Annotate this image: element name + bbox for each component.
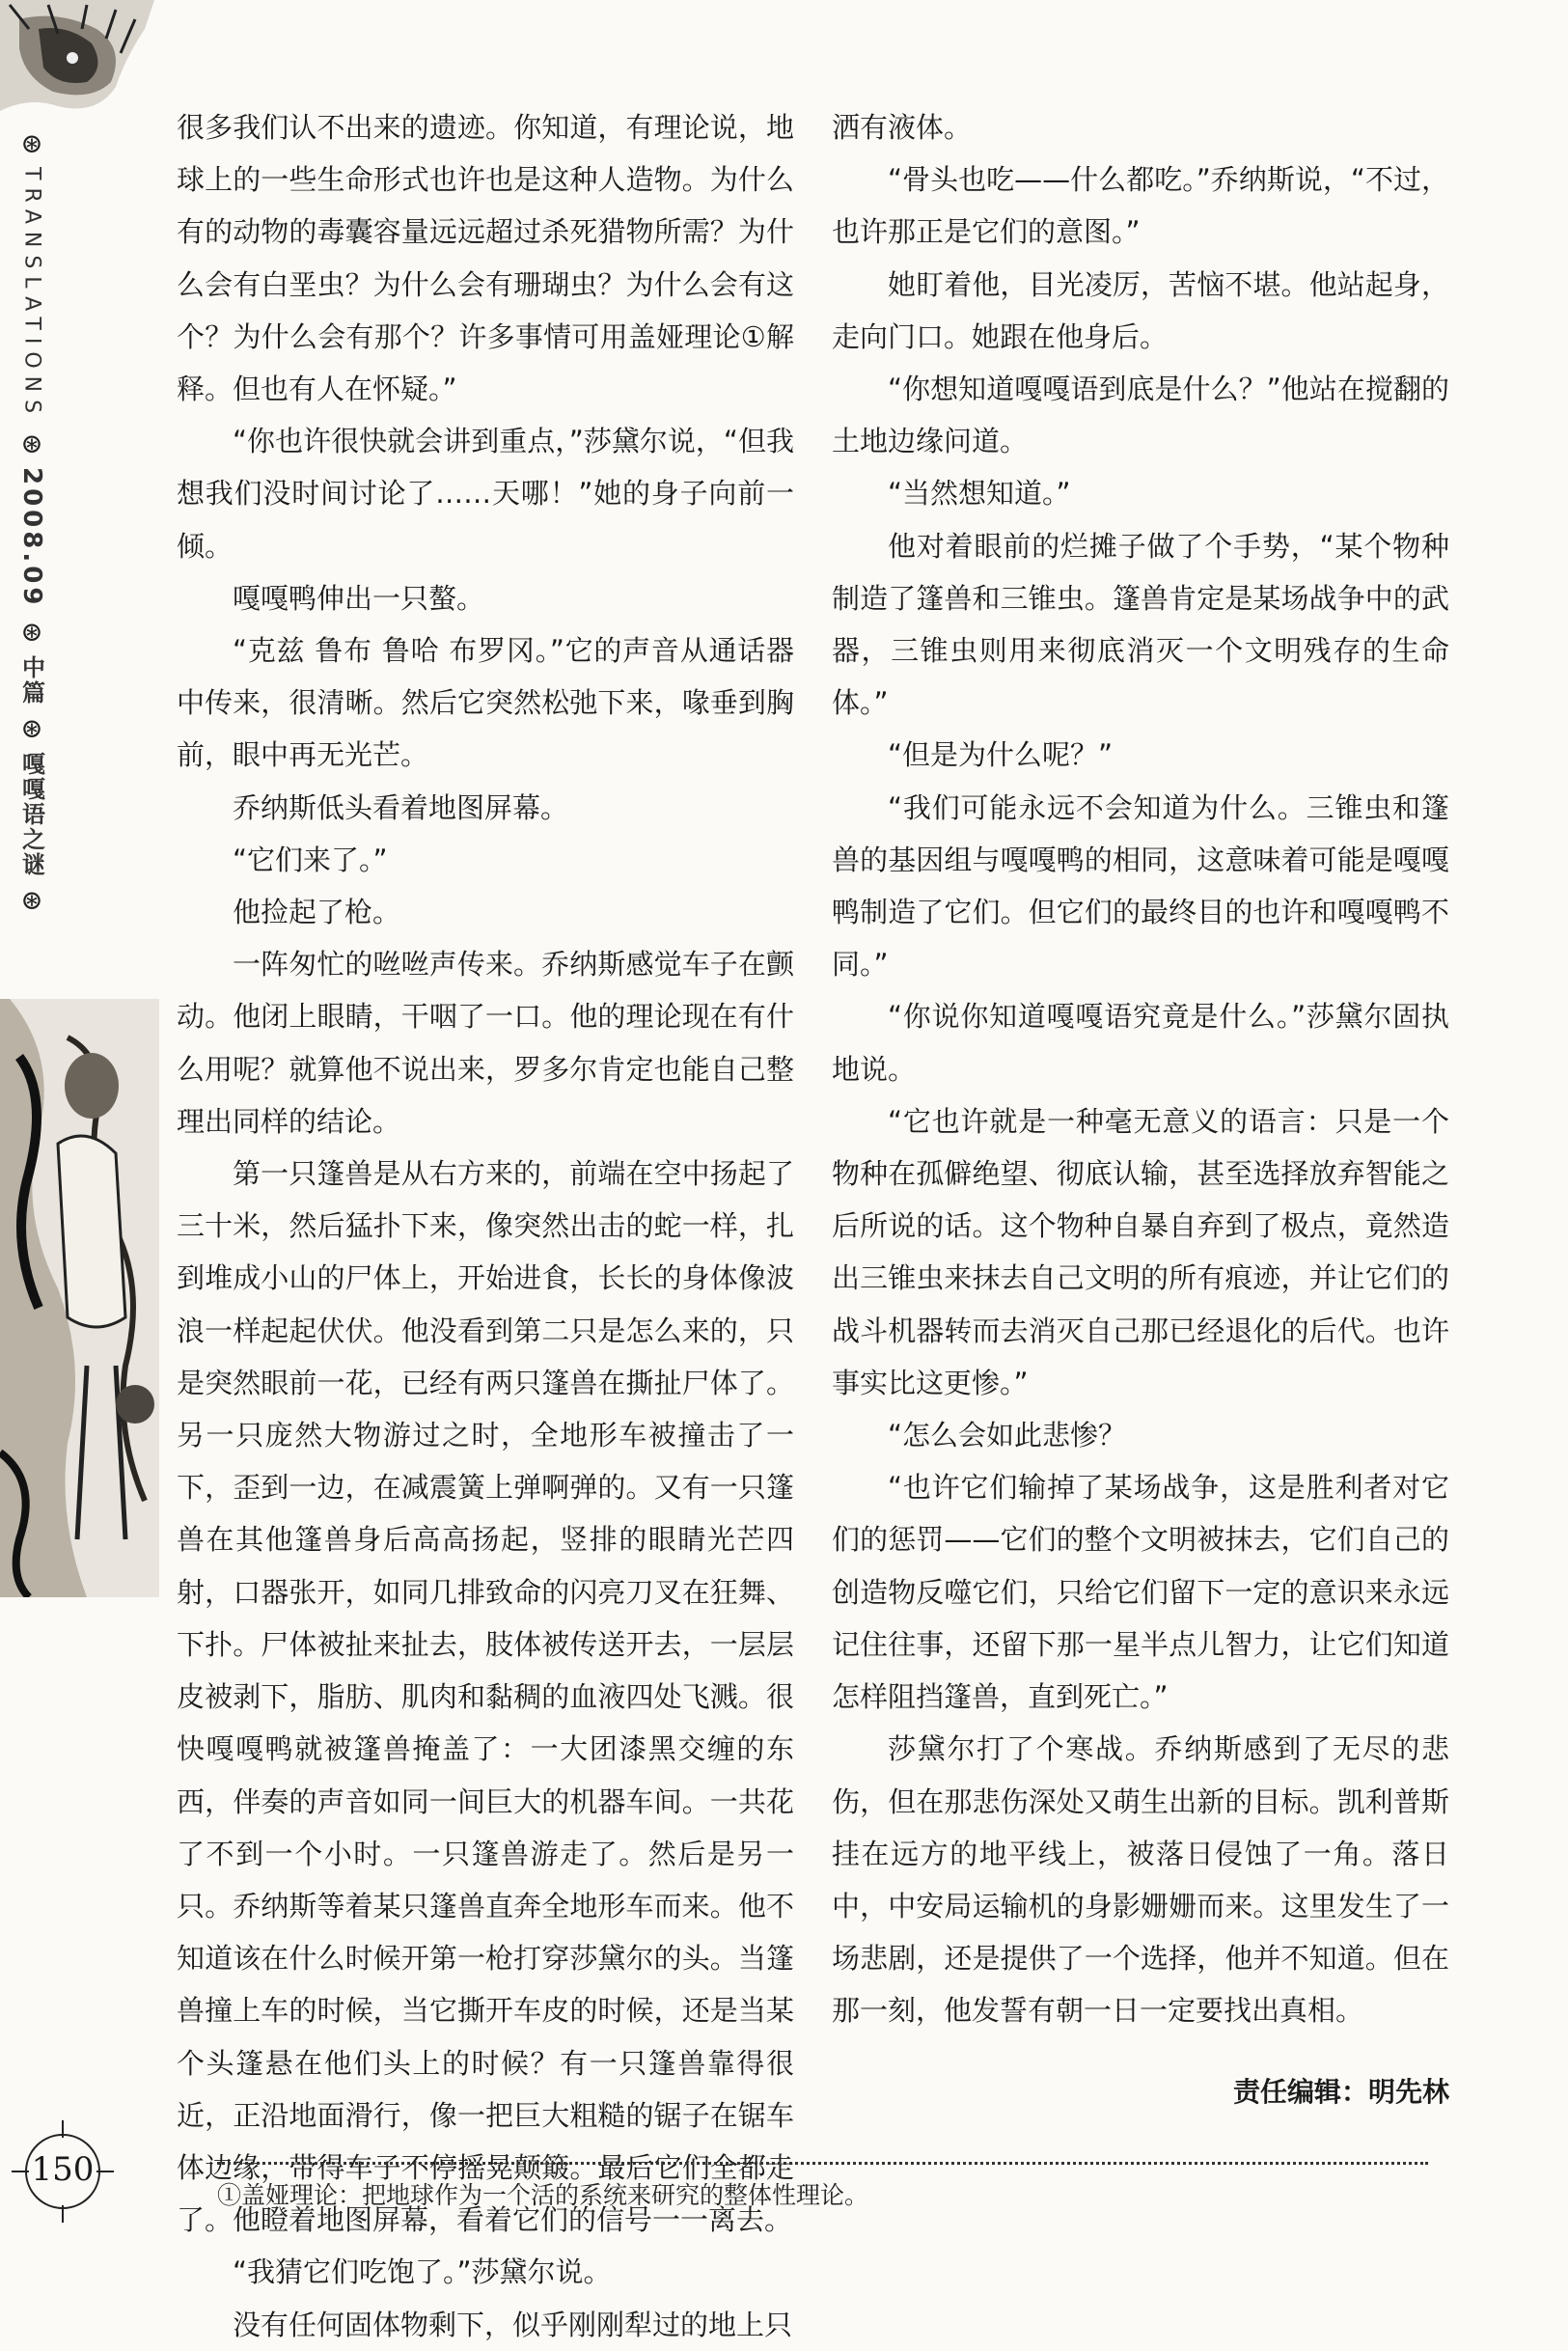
story-title: 嘎嘎语之谜 <box>17 751 45 877</box>
right-text-column <box>832 101 1449 2118</box>
category-label: 中篇 <box>17 654 45 705</box>
paragraph: “也许它们输掉了某场战争，这是胜利者对它们的惩罚——它们的整个文明被抹去，它们自己的创造物反噬它们，只给它们留下一定的意识来永远记住往事，还留下那一星半点儿智力，让它们知道怎样阻挡篷兽，直到死亡。” <box>832 1471 1449 1714</box>
paragraph: “当然想知道。” <box>888 477 1071 511</box>
circle-ornament-icon: ⊛ <box>20 711 43 744</box>
paragraph: 他捡起了枪。 <box>233 896 401 929</box>
paragraph: “它也许就是一种毫无意义的语言：只是一个物种在孤僻绝望、彻底认输，甚至选择放弃智能之后所说的话。这个物种自暴自弃到了极点，竟然造出三锥虫来抹去自己文明的所有痕迹，并让它们的战斗机器转而去消灭自己那已经退化的后代。也许事实比这更惨。” <box>832 1104 1449 1399</box>
creature-illustration <box>0 0 154 125</box>
sidebar-spine <box>8 127 56 999</box>
paragraph: “我们可能永远不会知道为什么。三锥虫和篷兽的基因组与嘎嘎鸭的相同，这意味着可能是嘎嘎鸭制造了它们。但它们的最终目的也许和嘎嘎鸭不同。” <box>832 790 1449 982</box>
circle-ornament-icon: ⊛ <box>20 428 43 460</box>
paragraph: “但是为什么呢？” <box>888 738 1114 772</box>
paragraph: “克兹 鲁布 鲁哈 布罗冈。”它的声音从通话器中传来，很清晰。然后它突然松弛下来，喙垂到胸前，眼中再无光芒。 <box>177 634 794 772</box>
left-text-column <box>177 101 794 2351</box>
page-number: 150 <box>31 2150 95 2189</box>
paragraph: 他对着眼前的烂摊子做了个手势，“某个物种制造了篷兽和三锥虫。篷兽肯定是某场战争中的武器，三锥虫则用来彻底消灭一个文明残存的生命体。” <box>832 529 1449 720</box>
circle-ornament-icon: ⊛ <box>20 883 43 916</box>
paragraph: 第一只篷兽是从右方来的，前端在空中扬起了三十米，然后猛扑下来，像突然出击的蛇一样，扎到堆成小山的尸体上，开始进食，长长的身体像波浪一样起起伏伏。他没看到第二只是怎么来的，只是突然眼前一花，已经有两只篷兽在撕扯尸体了。另一只庞然大物游过之时，全地形车被撞击了一下，歪到一边，在减震簧上弹啊弹的。又有一只篷兽在其他篷兽身后高高扬起，竖排的眼睛光芒四射，口器张开，如同几排致命的闪亮刀叉在狂舞、下扑。尸体被扯来扯去，肢体被传送开去，一层层皮被剥下，脂肪、肌肉和黏稠的血液四处飞溅。很快嘎嘎鸭就被篷兽掩盖了：一大团漆黑交缠的东西，伴奏的声音如同一间巨大的机器车间。一共花了不到一个小时。一只篷兽游走了。然后是另一只。乔纳斯等着某只篷兽直奔全地形车而来。他不知道该在什么时候开第一枪打穿莎黛尔的头。当篷兽撞上车的时候，当它撕开车皮的时候，还是当某个头篷悬在他们头上的时候？有一只篷兽靠得很近，正沿地面滑行，像一把巨大粗糙的锯子在锯车体边缘，带得车子不停摇晃颠簸。最后它们全都走了。他瞪着地图屏幕，看着它们的信号一一离去。 <box>177 1157 794 2237</box>
responsible-editor: 责任编辑：明先林 <box>1232 2075 1449 2108</box>
paragraph: 乔纳斯低头看着地图屏幕。 <box>233 790 569 824</box>
paragraph: “你想知道嘎嘎语到底是什么？”他站在搅翻的土地边缘问道。 <box>832 373 1449 458</box>
footnote: ①盖娅理论：把地球作为一个活的系统来研究的整体性理论。 <box>217 2181 869 2209</box>
footnote-divider <box>217 2162 1428 2165</box>
section-label: TRANSLATIONS <box>19 167 44 422</box>
paragraph: 嘎嘎鸭伸出一只螯。 <box>233 581 485 615</box>
paragraph: 她盯着他，目光凌厉，苦恼不堪。他站起身，走向门口。她跟在他身后。 <box>832 267 1449 353</box>
paragraph: 没有任何固体物剩下，似乎刚刚犁过的地上只 <box>233 2308 793 2341</box>
paragraph: 很多我们认不出来的遗迹。你知道，有理论说，地球上的一些生命形式也许也是这种人造物。为什么有的动物的毒囊容量远远超过杀死猎物所需？为什么会有白垩虫？为什么会有珊瑚虫？为什么会有这个？为什么会有那个？许多事情可用盖娅理论①解释。但也有人在怀疑。” <box>177 111 794 406</box>
circle-ornament-icon: ⊛ <box>20 615 43 648</box>
paragraph: 一阵匆忙的咝咝声传来。乔纳斯感觉车子在颤动。他闭上眼睛，干咽了一口。他的理论现在有什么用呢？就算他不说出来，罗多尔肯定也能自己整理出同样的结论。 <box>177 948 794 1138</box>
paragraph: “你说你知道嘎嘎语究竟是什么。”莎黛尔固执地说。 <box>832 1000 1449 1086</box>
page-number-badge <box>10 2118 116 2225</box>
paragraph: “它们来了。” <box>233 843 388 876</box>
circle-ornament-icon: ⊛ <box>20 127 43 159</box>
figures-illustration <box>0 999 159 1597</box>
paragraph: “我猜它们吃饱了。”莎黛尔说。 <box>233 2255 612 2289</box>
paragraph: 洒有液体。 <box>832 111 973 144</box>
issue-date: 2008.09 <box>17 467 46 609</box>
paragraph: 莎黛尔打了个寒战。乔纳斯感到了无尽的悲伤，但在那悲伤深处又萌生出新的目标。凯利普斯挂在远方的地平线上，被落日侵蚀了一角。落日中，中安局运输机的身影姗姗而来。这里发生了一场悲剧，还是提供了一个选择，他并不知道。但在那一刻，他发誓有朝一日一定要找出真相。 <box>832 1732 1449 2028</box>
paragraph: “你也许很快就会讲到重点，”莎黛尔说，“但我想我们没时间讨论了……天哪！”她的身子向前一倾。 <box>177 425 794 563</box>
paragraph: “骨头也吃——什么都吃。”乔纳斯说，“不过，也许那正是它们的意图。” <box>832 163 1449 249</box>
paragraph: “怎么会如此悲惨？ <box>888 1419 1127 1452</box>
